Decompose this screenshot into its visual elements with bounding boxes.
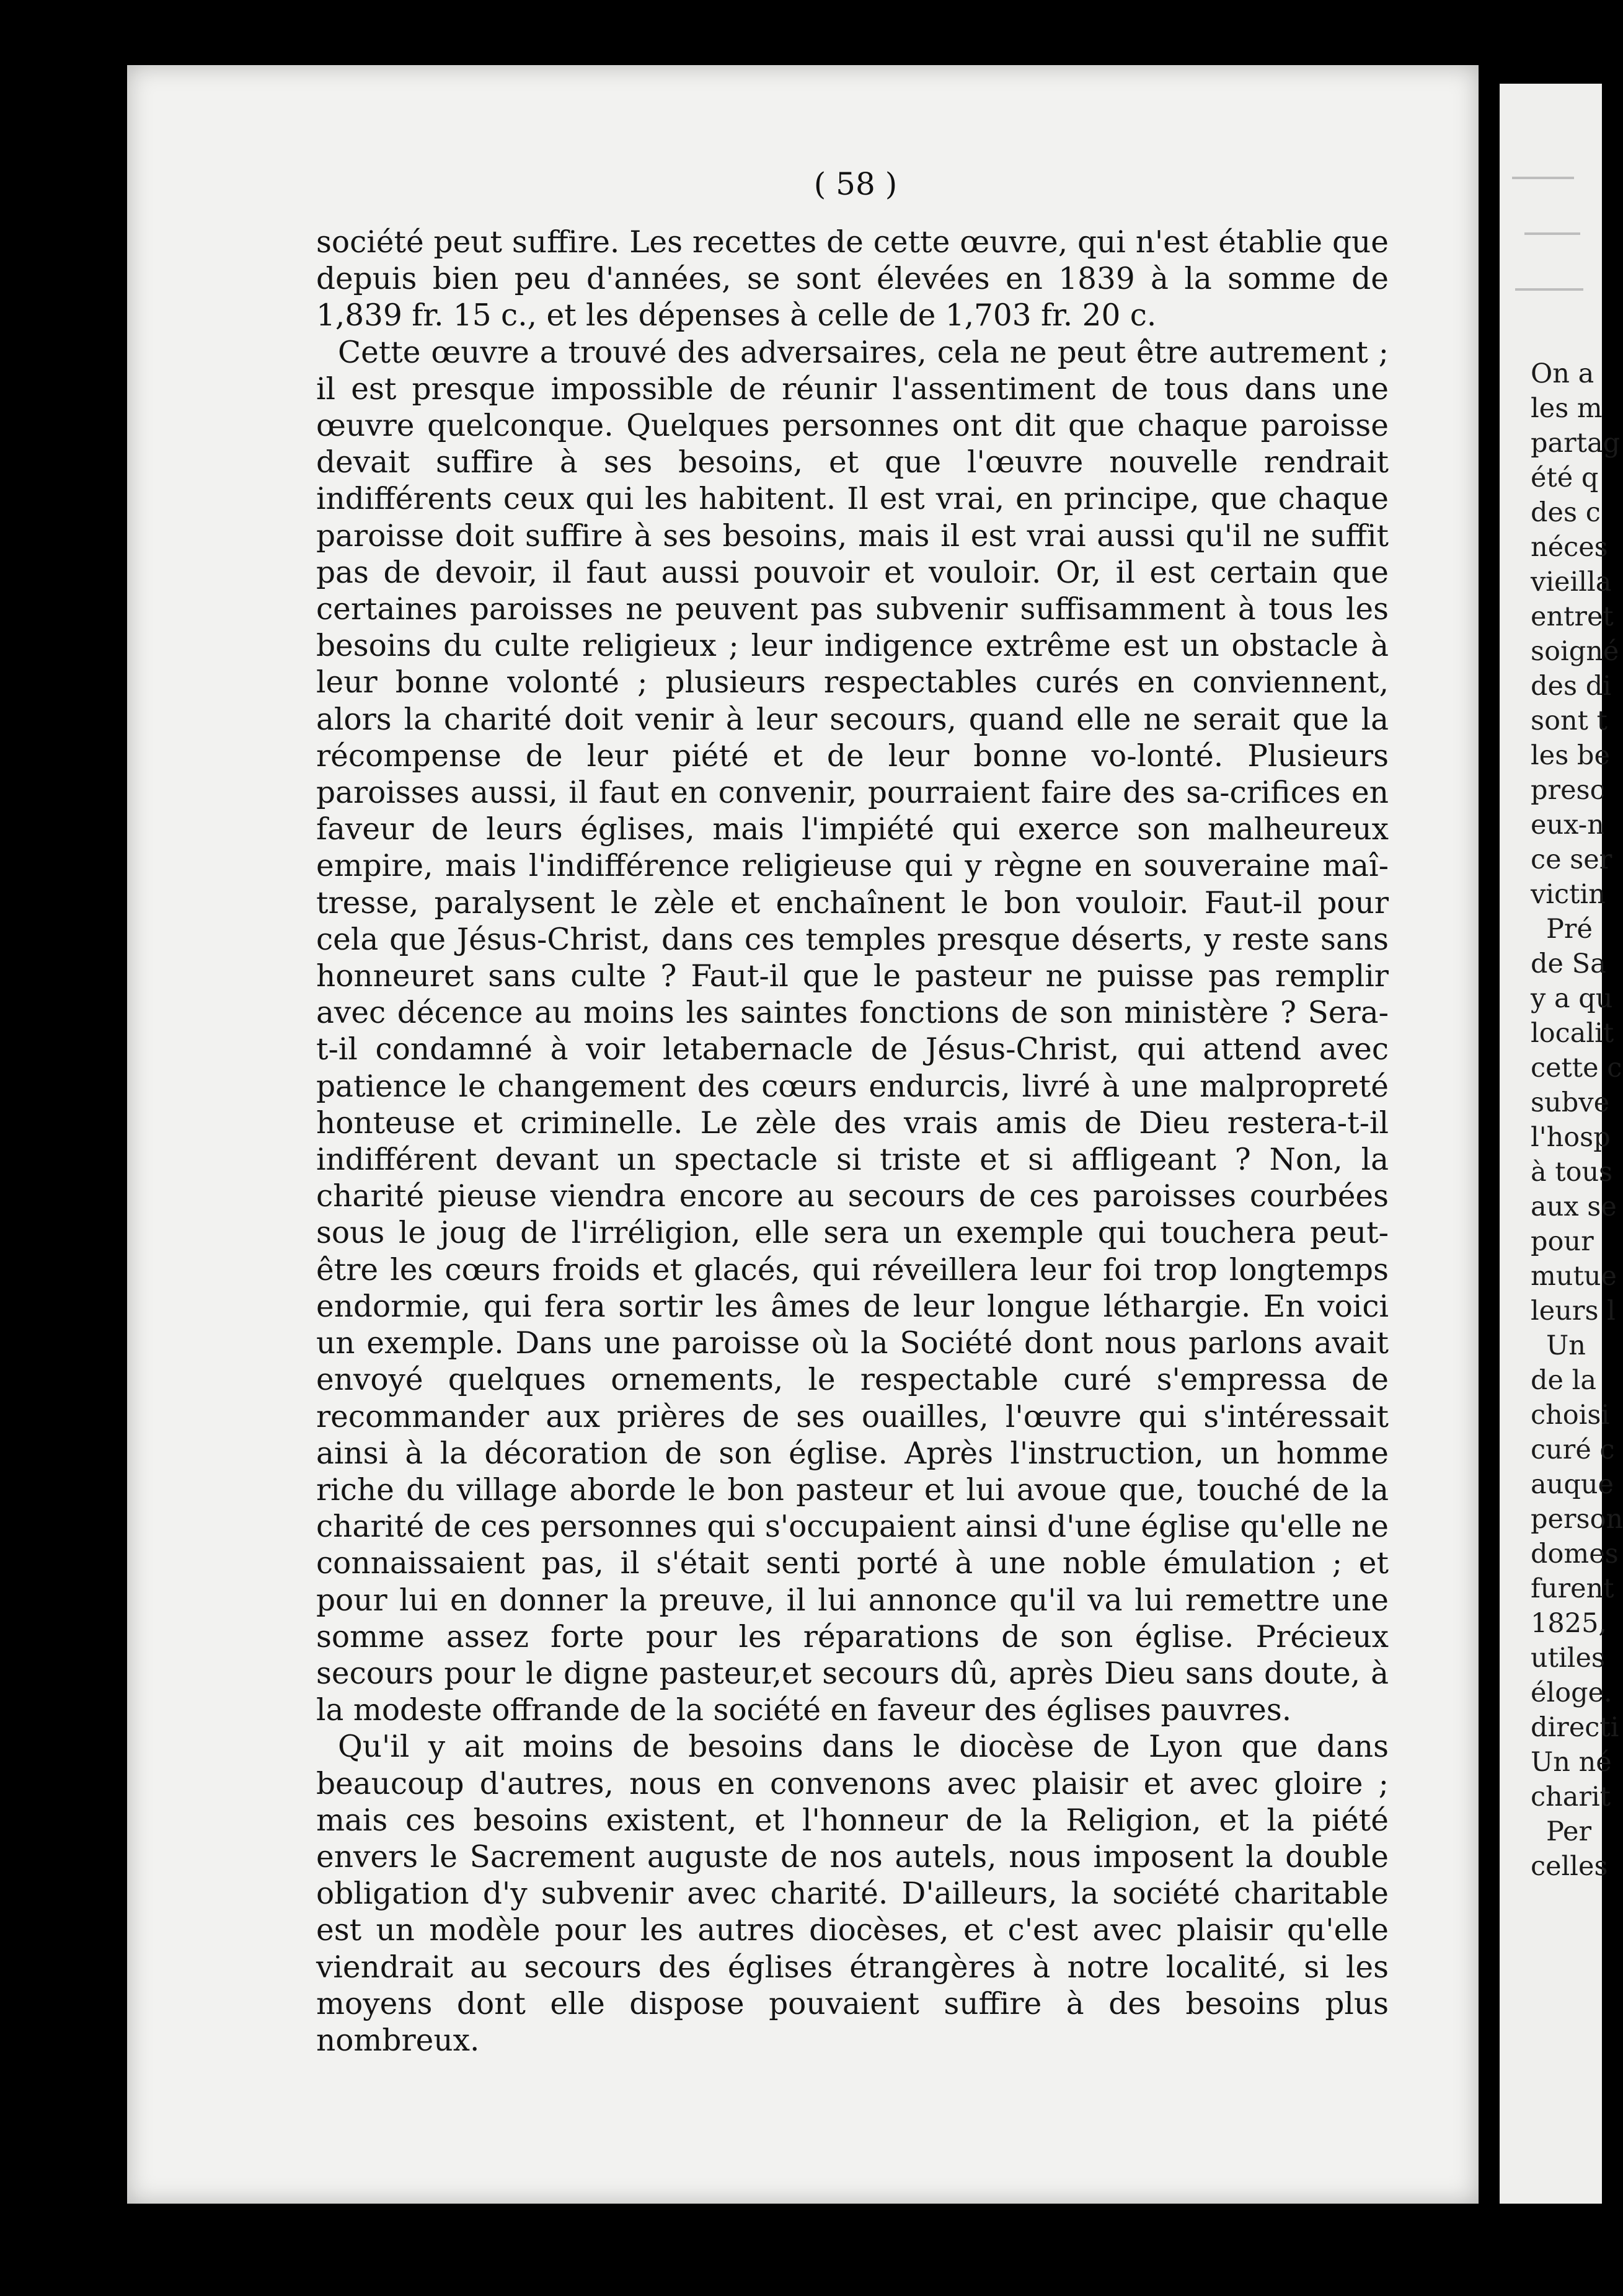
- facing-page-line: localit: [1531, 1018, 1614, 1049]
- facing-page-line: soigné: [1531, 636, 1619, 667]
- facing-page-lines: [1500, 356, 1623, 1884]
- facing-page-line: ce ser: [1531, 844, 1612, 875]
- facing-page-line: les m: [1531, 393, 1603, 424]
- facing-page-line: leurs l: [1531, 1296, 1616, 1327]
- facing-page-line: Un: [1546, 1330, 1586, 1361]
- facing-page-line: charit: [1531, 1782, 1611, 1813]
- facing-page-line: subve: [1531, 1087, 1610, 1118]
- facing-page-line: aux se: [1531, 1191, 1617, 1222]
- facing-page-line: sont t: [1531, 705, 1608, 736]
- facing-page-line: victin: [1531, 879, 1606, 910]
- facing-page-line: furent: [1531, 1573, 1614, 1604]
- facing-page-line: vieilla: [1531, 567, 1612, 598]
- facing-page-line: néces: [1531, 532, 1608, 563]
- facing-page-line: person: [1531, 1504, 1623, 1535]
- book-gutter: [1479, 0, 1500, 2296]
- facing-page-line: à tous: [1531, 1157, 1613, 1188]
- paragraph-3: Qu'il y ait moins de besoins dans le diocèse de Lyon que dans beaucoup d'autres, nous en convenons avec plaisir et avec gloire ; mais ces besoins existent, et l'honneur de la Religion, et la piété envers le Sacrement auguste de nos autels, nous imposent la double obligation d'y subvenir avec charité. D'ailleurs, la société charitable est un modèle pour les autres diocèses, et c'est avec plaisir qu'elle viendrait au secours des églises étrangères à notre localité, si les moyens dont elle dispose pouvaient suffire à des besoins plus nombreux.: [316, 1729, 1389, 2058]
- facing-page-line: utiles: [1531, 1643, 1605, 1674]
- bleed-through-mark: [1512, 177, 1574, 179]
- facing-page-line: partag: [1531, 428, 1621, 459]
- facing-page-line: directi: [1531, 1712, 1619, 1743]
- scan-bottom-margin: [127, 2204, 1602, 2296]
- page-number: ( 58 ): [813, 166, 898, 202]
- facing-page-line: auque: [1531, 1469, 1614, 1500]
- facing-page-line: pour: [1531, 1226, 1594, 1257]
- facing-page-line: de la: [1531, 1365, 1597, 1396]
- facing-page-line: domes: [1531, 1539, 1619, 1570]
- facing-page-line: celles: [1531, 1851, 1608, 1882]
- page-body: [316, 224, 1389, 2059]
- facing-page-line: curé c: [1531, 1434, 1615, 1465]
- facing-page-line: 1825,: [1531, 1608, 1608, 1639]
- facing-page-fragment: [1500, 84, 1623, 2210]
- facing-page-line: presc: [1531, 775, 1605, 806]
- facing-page-line: des di: [1531, 671, 1611, 702]
- facing-page-line: Pré: [1546, 914, 1593, 945]
- paragraph-2: Cette œuvre a trouvé des adversaires, cela ne peut être autrement ; il est presque impossible de réunir l'assentiment de tous dans une œuvre quelconque. Quelques personnes ont dit que chaque paroisse devait suffire à ses besoins, et que l'œuvre nouvelle rendrait indifférents ceux qui les habitent. Il est vrai, en principe, que chaque paroisse doit suffire à ses besoins, mais il est vrai aussi qu'il ne suffit pas de devoir, il faut aussi pouvoir et vouloir. Or, il est certain que certaines paroisses ne peuvent pas subvenir suffisamment à tous les besoins du culte religieux ; leur indigence extrême est un obstacle à leur bonne volonté ; plusieurs respectables curés en conviennent, alors la charité doit venir à leur secours, quand elle ne serait que la récompense de leur piété et de leur bonne vo-lonté. Plusieurs paroisses aussi, il faut en convenir, pourraient faire des sa-crifices en faveur de leurs églises, mais l'impiété qui exerce son malheureux empire, mais l'indifférence religieuse qui y règne en souveraine maî-tresse, paralysent le zèle et enchaînent le bon vouloir. Faut-il pour cela que Jésus-Christ, dans ces temples presque déserts, y reste sans honneuret sans culte ? Faut-il que le pasteur ne puisse pas remplir avec décence au moins les saintes fonctions de son ministère ? Sera-t-il condamné à voir letabernacle de Jésus-Christ, qui attend avec patience le changement des cœurs endurcis, livré à une malpropreté honteuse et criminelle. Le zèle des vrais amis de Dieu restera-t-il indifférent devant un spectacle si triste et si affligeant ? Non, la charité pieuse viendra encore au secours de ces paroisses courbées sous le joug de l'irréligion, elle sera un exemple qui touchera peut-être les cœurs froids et glacés, qui réveillera leur foi trop longtemps endormie, qui fera sortir les âmes de leur longue léthargie. En voici un exemple. Dans une paroisse où la Société dont nous parlons avait envoyé quelques ornements, le respectable curé s'empressa de recommander aux prières de ses ouailles, l'œuvre qui s'intéressait ainsi à la décoration de son église. Après l'instruction, un homme riche du village aborde le bon pasteur et lui avoue que, touché de la charité de ces personnes qui s'occupaient ainsi d'une église qu'elle ne connaissaient pas, il s'était senti porté à une noble émulation ; et pour lui en donner la preuve, il lui annonce qu'il va lui remettre une somme assez forte pour les réparations de son église. Précieux secours pour le digne pasteur,et secours dû, après Dieu sans doute, à la modeste offrande de la société en faveur des églises pauvres.: [316, 335, 1389, 1728]
- bleed-through-mark: [1515, 288, 1583, 291]
- paragraph-1: société peut suffire. Les recettes de cette œuvre, qui n'est établie que depuis bien peu d'années, se sont élevées en 1839 à la somme de 1,839 fr. 15 c., et les dépenses à celle de 1,703 fr. 20 c.: [316, 225, 1389, 333]
- facing-page-line: entret: [1531, 601, 1614, 632]
- facing-page-line: les be: [1531, 740, 1610, 771]
- facing-page-line: eux-n: [1531, 810, 1604, 841]
- facing-page-line: Per: [1546, 1816, 1592, 1847]
- facing-page-line: de Sa: [1531, 948, 1606, 979]
- facing-page-line: mutue: [1531, 1261, 1617, 1292]
- facing-page-line: l'hosp: [1531, 1122, 1611, 1153]
- facing-page-line: choisi: [1531, 1400, 1610, 1431]
- facing-page-line: On a: [1531, 358, 1594, 389]
- facing-page-line: été q: [1531, 462, 1599, 493]
- facing-page-line: y a qu: [1531, 983, 1613, 1014]
- facing-page-line: éloge.: [1531, 1677, 1612, 1708]
- facing-page-line: Un né: [1531, 1747, 1612, 1778]
- scan-left-margin: [0, 0, 127, 2296]
- facing-page-line: des c: [1531, 497, 1601, 528]
- bleed-through-mark: [1524, 232, 1580, 235]
- facing-page-line: cette c: [1531, 1053, 1622, 1084]
